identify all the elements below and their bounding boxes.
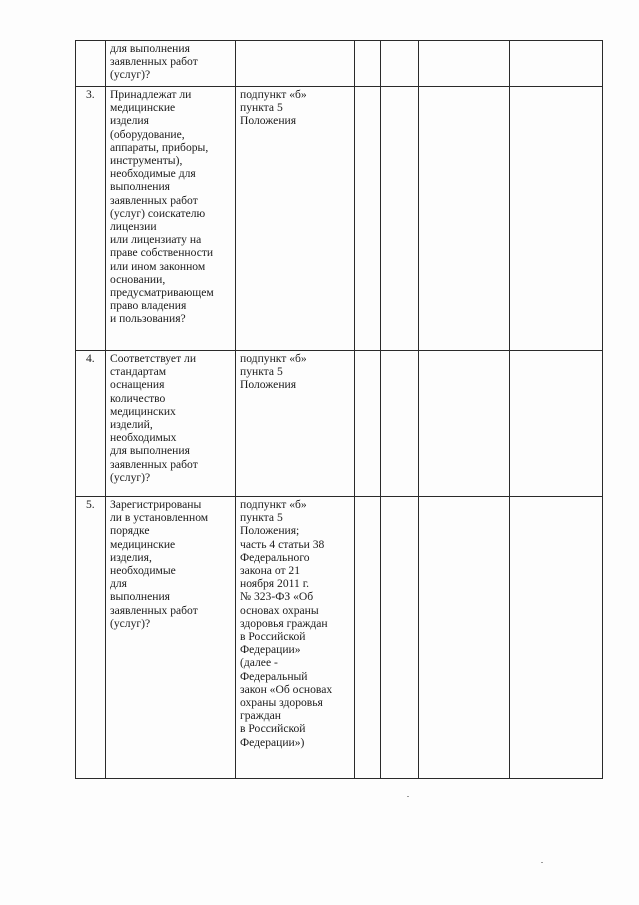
question-line: для (110, 577, 128, 591)
reference-line: основах охраны (240, 603, 319, 617)
reference-line: здоровья граждан (240, 616, 328, 630)
question-line: или ином законном (110, 259, 206, 273)
row-number (76, 41, 106, 87)
question-line: праве собственности (110, 246, 214, 260)
question-line: выполнения (110, 180, 170, 194)
empty-cell (355, 87, 381, 351)
empty-cell (510, 351, 603, 497)
reference-line: охраны здоровья (240, 696, 323, 710)
question-cell (106, 87, 236, 351)
reference-line: пункта 5 (240, 365, 283, 379)
reference-line: часть 4 статьи 38 (240, 537, 325, 551)
reference-cell (236, 497, 355, 779)
question-line: (услуг)? (110, 68, 151, 82)
question-line: инструменты), (110, 154, 183, 168)
question-line: и пользования? (110, 312, 186, 326)
table-row (76, 41, 603, 87)
empty-cell (355, 497, 381, 779)
question-line: медицинских (110, 404, 176, 418)
row-number: 3. (76, 87, 106, 351)
question-line: необходимых (110, 431, 177, 445)
question-line: медицинские (110, 537, 176, 551)
empty-cell (381, 351, 419, 497)
question-line: стандартам (110, 365, 167, 379)
row-number: 5. (76, 497, 106, 779)
question-line: заявленных работ (110, 457, 198, 471)
question-line: изделия, (110, 550, 152, 564)
empty-cell (419, 87, 510, 351)
empty-cell (355, 41, 381, 87)
question-cell (106, 41, 236, 87)
table-row (76, 497, 603, 779)
reference-line: пункта 5 (240, 511, 283, 525)
table-row (76, 351, 603, 497)
reference-line: Положения (240, 378, 297, 392)
question-line: заявленных работ (110, 603, 198, 617)
empty-cell (419, 41, 510, 87)
reference-line: закона от 21 (240, 564, 301, 578)
reference-line: Положения; (240, 524, 300, 538)
empty-cell (419, 497, 510, 779)
question-line: лицензии (110, 220, 157, 234)
question-line: оснащения (110, 378, 165, 392)
question-line: (услуг)? (110, 616, 151, 630)
empty-cell (510, 87, 603, 351)
question-line: право владения (110, 299, 187, 313)
empty-cell (419, 351, 510, 497)
empty-cell (381, 41, 419, 87)
question-line: (услуг)? (110, 470, 151, 484)
question-line: количество (110, 391, 166, 405)
question-line: (услуг) соискателю (110, 206, 206, 220)
reference-line: Федерации» (240, 643, 301, 657)
scan-speck (407, 796, 409, 797)
question-line: изделия (110, 114, 149, 128)
reference-line: закон «Об основах (240, 682, 333, 696)
question-line: заявленных работ (110, 193, 198, 207)
empty-cell (381, 497, 419, 779)
empty-cell (381, 87, 419, 351)
row-number: 4. (76, 351, 106, 497)
reference-cell (236, 351, 355, 497)
question-line: или лицензиату на (110, 233, 202, 247)
question-line: (оборудование, (110, 127, 185, 141)
reference-line: ноября 2011 г. (240, 577, 310, 591)
reference-line: пункта 5 (240, 101, 283, 115)
reference-line: Федерального (240, 550, 310, 564)
reference-line: граждан (240, 709, 281, 723)
question-line: необходимые (110, 564, 176, 578)
question-line: необходимые для (110, 167, 196, 181)
question-line: Соответствует ли (110, 352, 197, 365)
question-line: Зарегистрированы (110, 498, 202, 511)
reference-line: в Российской (240, 630, 306, 644)
reference-cell (236, 87, 355, 351)
reference-cell (236, 41, 355, 87)
checklist-table (75, 40, 603, 779)
reference-line: подпункт «б» (240, 498, 307, 511)
question-line: аппараты, приборы, (110, 140, 209, 154)
empty-cell (510, 41, 603, 87)
scan-speck (541, 862, 543, 863)
question-cell (106, 351, 236, 497)
question-line: ли в установленном (110, 511, 209, 525)
empty-cell (510, 497, 603, 779)
reference-line: Федерации») (240, 735, 305, 749)
reference-line: № 323-ФЗ «Об (240, 590, 314, 604)
question-line: заявленных работ (110, 55, 198, 69)
question-line: порядке (110, 524, 150, 538)
question-line: для выполнения (110, 444, 190, 458)
question-line: выполнения (110, 590, 170, 604)
table-row (76, 87, 603, 351)
question-line: основании, (110, 272, 166, 286)
question-cell (106, 497, 236, 779)
reference-line: подпункт «б» (240, 352, 307, 365)
question-line: для выполнения (110, 42, 190, 55)
reference-line: подпункт «б» (240, 88, 307, 101)
empty-cell (355, 351, 381, 497)
question-line: медицинские (110, 101, 176, 115)
question-line: Принадлежат ли (110, 88, 192, 101)
question-line: предусматривающем (110, 286, 214, 300)
reference-line: в Российской (240, 722, 306, 736)
reference-line: Федеральный (240, 669, 308, 683)
reference-line: (далее - (240, 656, 278, 670)
question-line: изделий, (110, 418, 153, 432)
reference-line: Положения (240, 114, 297, 128)
